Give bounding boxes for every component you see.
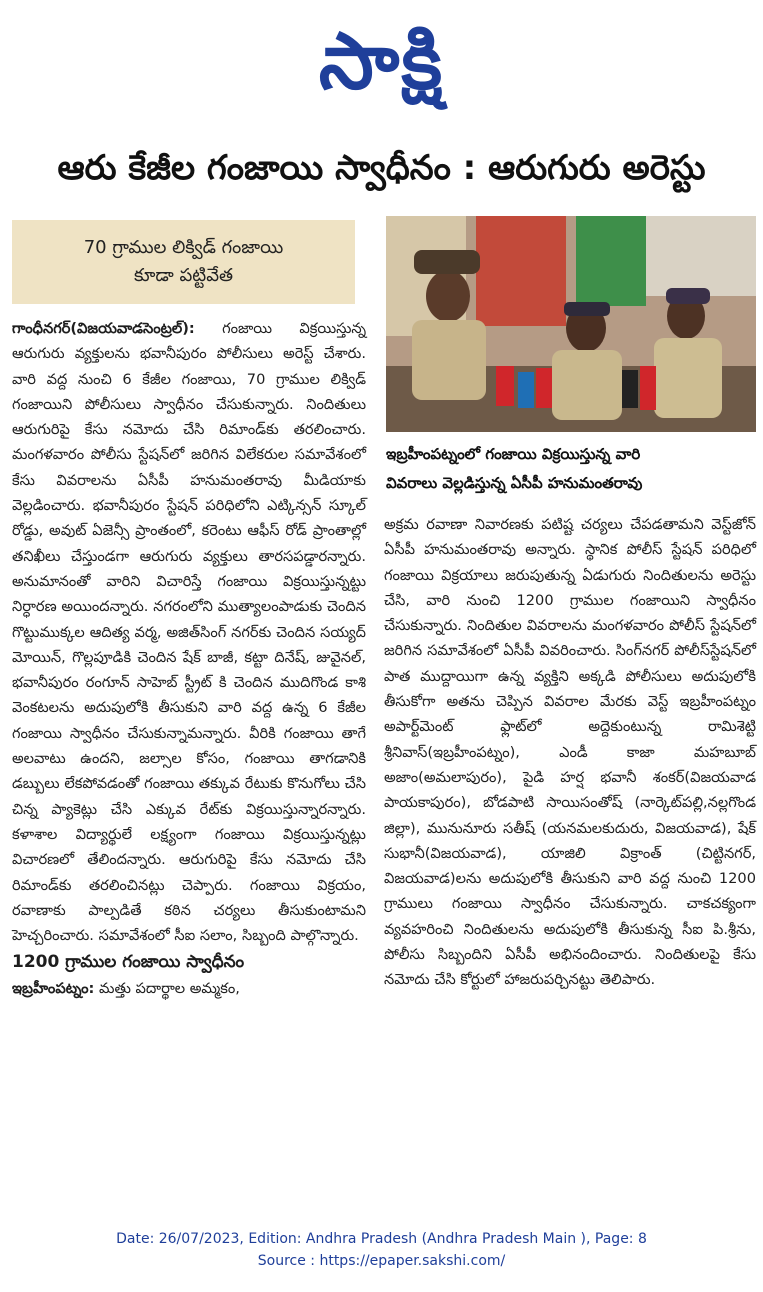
left-article	[12, 316, 366, 948]
photo-illustration	[386, 216, 756, 432]
right-column	[384, 512, 756, 993]
page-title: ఆరు కేజీల గంజాయి స్వాధీనం : ఆరుగురు అరెస్టు	[57, 148, 706, 188]
dateline-ibrahimpatnam: ఇబ్రహీంపట్నం:	[12, 980, 95, 998]
caption-line-2: వివరాలు వెల్లడిస్తున్న ఏసీపీ హనుమంతరావు	[386, 474, 643, 492]
second-body-start: మత్తు పదార్థాల అమ్మకం,	[99, 980, 240, 998]
footer	[0, 1228, 763, 1272]
source-link[interactable]: Source : https://epaper.sakshi.com/	[257, 1253, 506, 1269]
masthead	[0, 10, 763, 120]
second-article-start	[12, 976, 366, 1001]
left-body-text: గంజాయి విక్రయిస్తున్న ఆరుగురు వ్యక్తులను భవానీపురం పోలీసులు అరెస్ట్ చేశారు. వారి వద్ద నుంచి 6 కేజీల గంజాయి, 70 గ్రాముల లిక్విడ్ గంజాయిని పోలీసులు స్వాధీనం చేసుకున్నారు. నిందితులు ఆరుగురిపై కేసు నమోదు చేసి రిమాండ్‌కు తరలించారు. మంగళవారం పోలీసు స్టేషన్‌లో జరిగిన విలేకరుల సమావేశంలో కేసు వివరాలను ఏసీపీ హనుమంతరావు మీడియాకు వెల్లడించారు. భవానీపురం స్టేషన్ పరిధిలోని ఎట్కిన్సన్ స్కూల్ రోడ్డు, అవుట్ ఏజెన్సీ ప్రాంతంలో, కరెంటు ఆఫీస్ రోడ్ ప్రాంతాల్లో తనిఖీలు చేస్తుండగా ఆరుగురు వ్యక్తులు తారసపడ్డారన్నారు. అనుమానంతో వారిని విచారిస్తే గంజాయి విక్రయిస్తున్నట్టు నిర్ధారణ అయిందన్నారు. నగరంలోని ముత్యాలంపాడుకు చెందిన గొట్టుముక్కల ఆదిత్య వర్మ, అజిత్‌సింగ్ నగర్‌కు చెందిన సయ్యద్ మోయిన్, గొల్లపూడికి చెందిన షేక్ బాజీ, కట్టా దినేష్, జువైనల్, భవానీపురం రంగూన్ సాహెబ్ స్ట్రీట్ కి చెందిన ముదిగొండ కాశి వెంకటలను అదుపులోకి తీసుకుని వారి వద్ద ఉన్న 6 కేజీల గంజాయి స్వాధీనం చేసుకున్నామన్నారు. వీరికి గంజాయి తాగే అలవాటు ఉందని, జల్సాల కోసం, గంజాయి తాగడానికి డబ్బులు లేకపోవడంతో గంజాయి తక్కువ రేటుకు కొనుగోలు చేసి చిన్న ప్యాకెట్లు చేసి ఎక్కువ రేట్‌కు విక్రయిస్తున్నారన్నారు. కళాశాల విద్యార్థులే లక్ష్యంగా గంజాయి విక్రయిస్తున్నట్లు విచారణలో తేలిందన్నారు. ఆరుగురిపై కేసు నమోదు చేసి రిమాండ్‌కు తరలించినట్లు చెప్పారు. గంజాయి విక్రయం, రవాణాకు పాల్పడితే కఠిన చర్యలు తీసుకుంటామని హెచ్చరించారు. సమావేశంలో సీఐ సలాం, సిబ్బంది పాల్గొన్నారు.	[12, 320, 366, 945]
highlight-line-2: కూడా పట్టివేత	[134, 265, 233, 286]
photo-caption	[386, 440, 756, 498]
press-meet-photo	[386, 216, 756, 432]
highlight-line-1: 70 గ్రాముల లిక్విడ్ గంజాయి	[83, 237, 284, 258]
highlight-box	[12, 220, 355, 304]
right-body-text: అక్రమ రవాణా నివారణకు పటిష్ట చర్యలు చేపడతామని వెస్ట్‌జోన్ ఏసీపీ హనుమంతరావు అన్నారు. స్థానిక పోలీస్ స్టేషన్ పరిధిలో గంజాయి విక్రయాలు జరుపుతున్న ఏడుగురు నిందితులను అరెస్టు చేసి, వారి నుంచి 1200 గ్రాముల గంజాయిని స్వాధీనం చేసుకున్నారు. నిందితుల వివరాలను మంగళవారం పోలీస్ స్టేషన్‌లో జరిగిన సమావేశంలో ఏసీపీ వివరించారు. సింగ్‌నగర్ పోలీస్‌స్టేషన్‌లో పాత ముద్దాయిగా ఉన్న వ్యక్తిని అక్కడి పోలీసులు అదుపులోకి తీసుకోగా అతను చెప్పిన వివరాల మేరకు వెస్ట్ ఇబ్రహీంపట్నం అపార్ట్‌మెంట్ ఫ్లాట్‌లో అద్దెకుంటున్న రామిశెట్టి శ్రీనివాస్(ఇబ్రహీంపట్నం), ఎండీ కాజా మహబూబ్ అజాం(అమలాపురం), పైడి హర్ష భవానీ శంకర్(విజయవాడ పాయకాపురం), బోడపాటి సాయిసంతోష్ (నార్కెట్‌పల్లి,నల్లగొండ జిల్లా), మునునూరు సతీష్ (యనమలకుదురు, విజయవాడ), షేక్ సుభానీ(విజయవాడ), యాజిలి విక్రాంత్ (చిట్టినగర్, విజయవాడ)లను అదుపులోకి తీసుకుని వారి వద్ద నుంచి 1200 గ్రాములు గంజాయి స్వాధీనం చేసుకున్నారు. చాకచక్యంగా వ్యవహరించి నిందితులను అదుపులోకి తీసుకున్న సీఐ పి.శ్రీను, పోలీసు సిబ్బందిని ఏసీపీ అభినందించారు. నిందితులపై కేసు నమోదు చేసి కోర్టులో హాజరుపర్చినట్టు తెలిపారు.	[384, 516, 756, 989]
caption-line-1: ఇబ్రహీంపట్నంలో గంజాయి విక్రయిస్తున్న వారి	[386, 445, 641, 463]
left-column	[12, 316, 366, 1002]
dateline: గాంధీనగర్(విజయవాడసెంట్రల్):	[12, 320, 195, 337]
edition-info: Date: 26/07/2023, Edition: Andhra Pradesh (Andhra Pradesh Main ), Page: 8	[116, 1231, 647, 1247]
subheading: 1200 గ్రాముల గంజాయి స్వాధీనం	[12, 952, 245, 973]
sakshi-logo: సాక్షి	[318, 17, 445, 107]
